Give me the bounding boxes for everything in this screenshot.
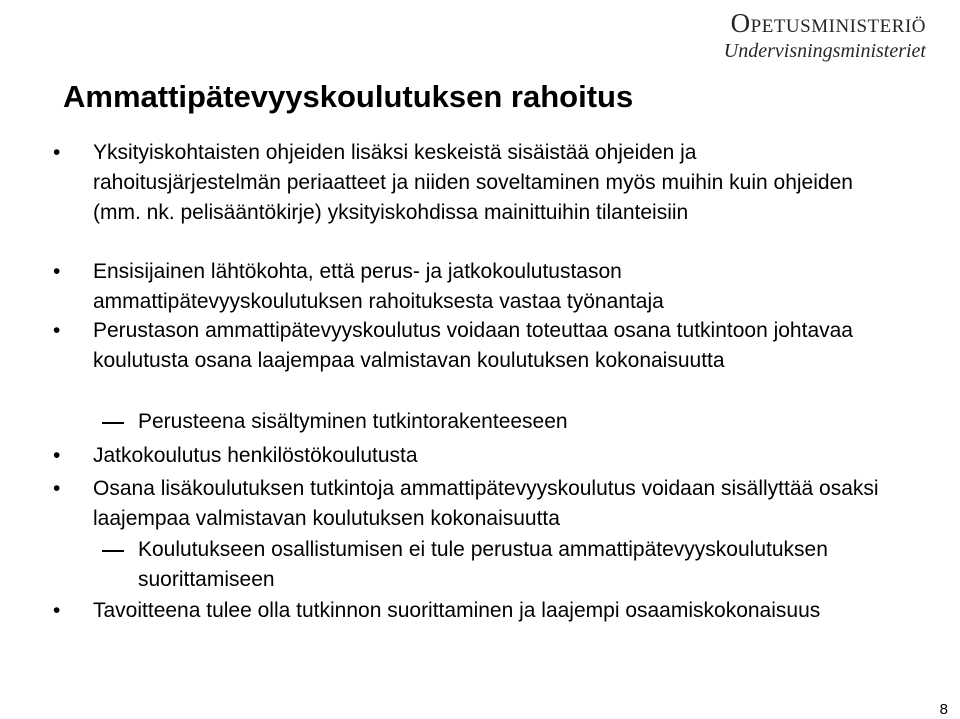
ministry-logo [724, 8, 926, 62]
sub-bullet-item: Perusteena sisältyminen tutkintorakenteeseen [138, 407, 898, 437]
bullet-item: • Ensisijainen lähtökohta, että perus- ja jatkokoulutustason ammattipätevyyskoulutuksen rahoituksesta vastaa työnantaja [93, 257, 883, 317]
slide-title: Ammattipätevyyskoulutuksen rahoitus [63, 79, 634, 114]
bullet-item: • Perustason ammattipätevyyskoulutus voidaan toteuttaa osana tutkintoon johtavaa koulutusta osana laajempaa valmistavan koulutuksen kokonaisuutta [93, 316, 883, 376]
page-number: 8 [939, 701, 948, 718]
sub-bullet-item: Koulutukseen osallistumisen ei tule perustua ammattipätevyyskoulutuksen suorittamiseen [138, 535, 898, 595]
bullet-item: • Osana lisäkoulutuksen tutkintoja ammattipätevyyskoulutus voidaan sisällyttää osaksi laajempaa valmistavan koulutuksen kokonaisuutta [93, 474, 883, 534]
logo-swedish-name: Undervisningsministeriet [723, 40, 926, 62]
bullet-item: • Jatkokoulutus henkilöstökoulutusta [93, 441, 883, 471]
bullet-item: • Tavoitteena tulee olla tutkinnon suorittaminen ja laajempi osaamiskokonaisuus [93, 596, 883, 626]
logo-finnish-name: Opetusministeriö [730, 8, 926, 38]
bullet-item: • Yksityiskohtaisten ohjeiden lisäksi keskeistä sisäistää ohjeiden ja rahoitusjärjestelmän periaatteet ja niiden soveltaminen myös muihin kuin ohjeiden (mm. nk. pelisääntökirje) yksityiskohdissa mainittuihin tilanteisiin [93, 138, 883, 228]
